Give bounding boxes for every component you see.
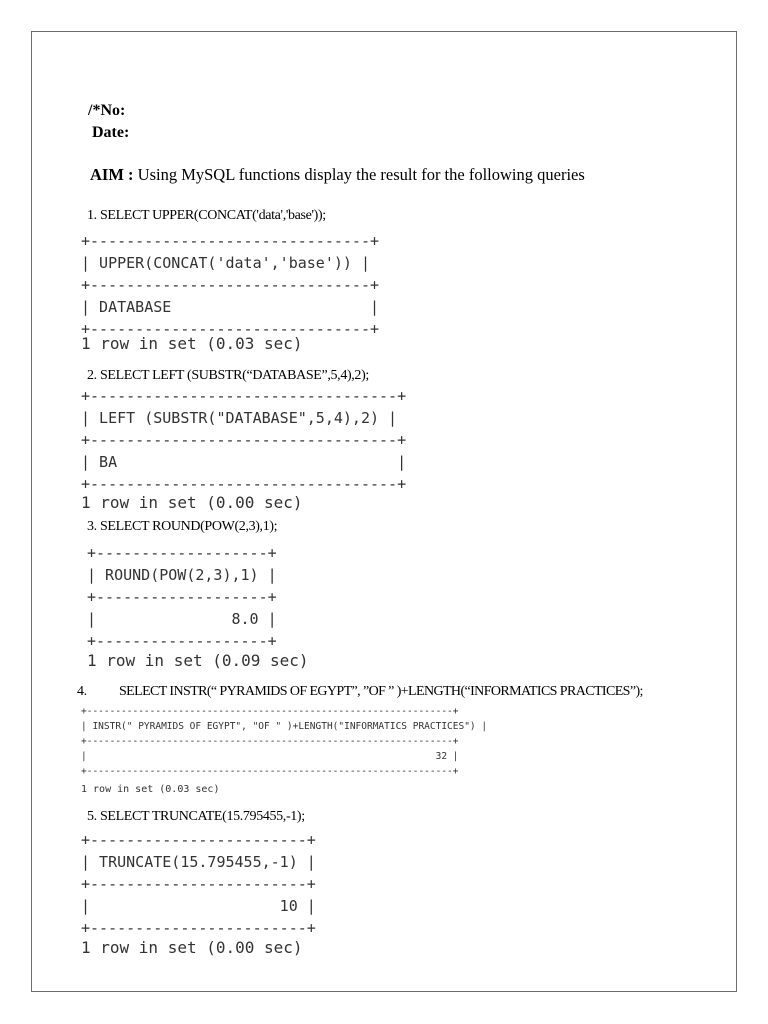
query-5: 5. SELECT TRUNCATE(15.795455,-1); xyxy=(87,809,305,824)
table-border: +----------------------------------------------------------------+ xyxy=(81,766,459,777)
result-table-5 xyxy=(81,829,316,939)
query-2: 2. SELECT LEFT (SUBSTR(“DATABASE”,5,4),2); xyxy=(87,368,369,383)
result-footer-2: 1 row in set (0.00 sec) xyxy=(81,493,303,512)
query-4-number: 4. xyxy=(77,684,87,699)
table-value: | 10 | xyxy=(81,897,316,915)
result-footer-3: 1 row in set (0.09 sec) xyxy=(87,651,309,670)
table-header: | LEFT (SUBSTR("DATABASE",5,4),2) | xyxy=(81,409,398,427)
result-table-2 xyxy=(81,385,406,495)
table-border: +-------------------+ xyxy=(87,588,277,606)
table-border: +----------------------------------+ xyxy=(81,475,407,493)
table-border: +----------------------------------+ xyxy=(81,431,407,449)
result-footer-4: 1 row in set (0.03 sec) xyxy=(81,784,220,795)
document-page xyxy=(31,31,737,992)
table-border: +----------------------------------------------------------------+ xyxy=(81,736,459,747)
table-value: | BA | xyxy=(81,453,407,471)
table-border: +-------------------------------+ xyxy=(81,320,380,338)
table-header: | UPPER(CONCAT('data','base')) | xyxy=(81,254,370,272)
date-label: Date: xyxy=(92,124,130,141)
aim-statement xyxy=(90,165,585,185)
result-footer-5: 1 row in set (0.00 sec) xyxy=(81,938,303,957)
table-header: | TRUNCATE(15.795455,-1) | xyxy=(81,853,316,871)
query-1: 1. SELECT UPPER(CONCAT('data','base')); xyxy=(87,208,326,223)
table-border: +-------------------------------+ xyxy=(81,232,380,250)
table-header: | INSTR(" PYRAMIDS OF EGYPT", "OF " )+LENGTH("INFORMATICS PRACTICES") | xyxy=(81,721,488,732)
aim-text: Using MySQL functions display the result for the following queries xyxy=(133,165,585,184)
table-value: | 8.0 | xyxy=(87,610,277,628)
table-border: +----------------------------------+ xyxy=(81,387,407,405)
result-table-1 xyxy=(81,230,379,340)
table-border: +------------------------+ xyxy=(81,831,316,849)
table-border: +------------------------+ xyxy=(81,875,316,893)
aim-label: AIM : xyxy=(90,165,134,184)
table-border: +-------------------+ xyxy=(87,544,277,562)
table-border: +----------------------------------------------------------------+ xyxy=(81,706,459,717)
number-label: /*No: xyxy=(88,102,126,119)
table-border: +-------------------+ xyxy=(87,632,277,650)
table-header: | ROUND(POW(2,3),1) | xyxy=(87,566,277,584)
result-footer-1: 1 row in set (0.03 sec) xyxy=(81,334,303,353)
result-table-3 xyxy=(87,542,277,652)
table-value: | DATABASE | xyxy=(81,298,380,316)
result-table-4 xyxy=(81,704,487,779)
table-value: | 32 | xyxy=(81,751,459,762)
query-3: 3. SELECT ROUND(POW(2,3),1); xyxy=(87,519,278,534)
table-border: +-------------------------------+ xyxy=(81,276,380,294)
table-border: +------------------------+ xyxy=(81,919,316,937)
query-4: SELECT INSTR(“ PYRAMIDS OF EGYPT”, ”OF ” )+LENGTH(“INFORMATICS PRACTICES”); xyxy=(119,684,643,699)
